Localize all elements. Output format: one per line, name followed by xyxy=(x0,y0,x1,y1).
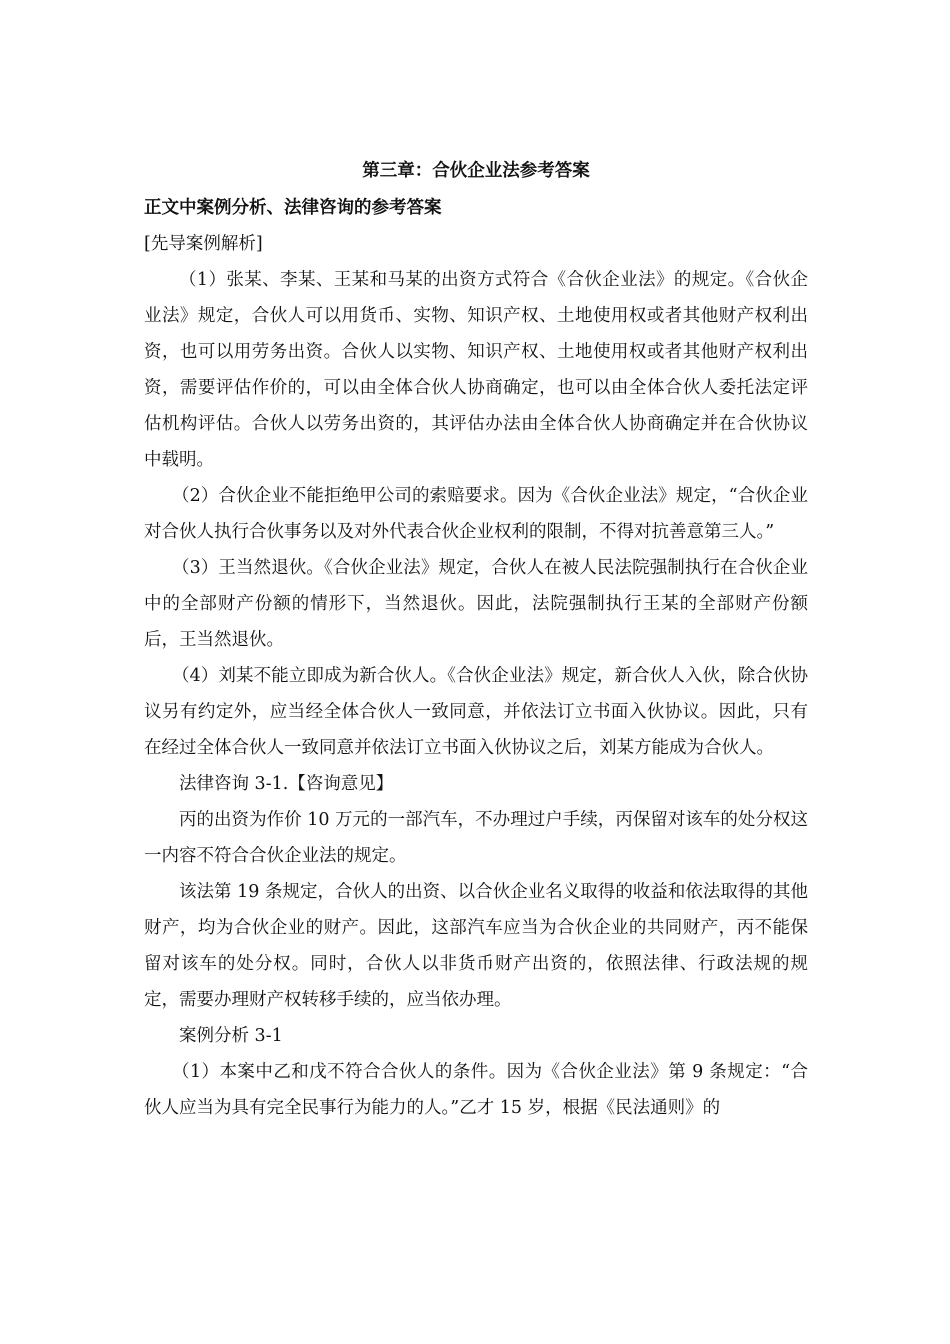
paragraph-1: （1）张某、李某、王某和马某的出资方式符合《合伙企业法》的规定。《合伙企业法》规定，合伙人可以用货币、实物、知识产权、土地使用权或者其他财产权利出资，也可以用劳务出资。合伙人以实物、知识产权、土地使用权或者其他财产权利出资，需要评估作价的，可以由全体合伙人协商确定，也可以由全体合伙人委托法定评估机构评估。合伙人以劳务出资的，其评估办法由全体合伙人协商确定并在合伙协议中载明。 xyxy=(144,270,808,470)
case-heading: 案例分析 3-1 xyxy=(179,1026,283,1046)
section-label: [先导案例解析] xyxy=(144,234,263,254)
document-page xyxy=(144,152,808,1126)
paragraph-3: （3）王当然退伙。《合伙企业法》规定，合伙人在被人民法院强制执行在合伙企业中的全部财产份额的情形下，当然退伙。因此，法院强制执行王某的全部财产份额后，王当然退伙。 xyxy=(144,558,808,650)
section-subtitle: 正文中案例分析、法律咨询的参考答案 xyxy=(144,198,442,218)
paragraph-4: （4）刘某不能立即成为新合伙人。《合伙企业法》规定，新合伙人入伙，除合伙协议另有约定外，应当经全体合伙人一致同意，并依法订立书面入伙协议。因此，只有在经过全体合伙人一致同意并依法订立书面入伙协议之后，刘某方能成为合伙人。 xyxy=(144,666,808,758)
consult-paragraph-2: 该法第 19 条规定，合伙人的出资、以合伙企业名义取得的收益和依法取得的其他财产，均为合伙企业的财产。因此，这部汽车应当为合伙企业的共同财产，丙不能保留对该车的处分权。同时，合伙人以非货币财产出资的，依照法律、行政法规的规定，需要办理财产权转移手续的，应当依办理。 xyxy=(144,882,808,1010)
consult-heading: 法律咨询 3-1.【咨询意见】 xyxy=(179,774,394,794)
case-paragraph-1: （1）本案中乙和戊不符合合伙人的条件。因为《合伙企业法》第 9 条规定：“合伙人应当为具有完全民事行为能力的人。”乙才 15 岁，根据《民法通则》的 xyxy=(144,1062,808,1118)
consult-paragraph-1: 丙的出资为作价 10 万元的一部汽车，不办理过户手续，丙保留对该车的处分权这一内容不符合合伙企业法的规定。 xyxy=(144,810,808,866)
paragraph-2: （2）合伙企业不能拒绝甲公司的索赔要求。因为《合伙企业法》规定，“合伙企业对合伙人执行合伙事务以及对外代表合伙企业权利的限制，不得对抗善意第三人。” xyxy=(144,486,808,542)
page-title: 第三章：合伙企业法参考答案 xyxy=(362,161,590,181)
